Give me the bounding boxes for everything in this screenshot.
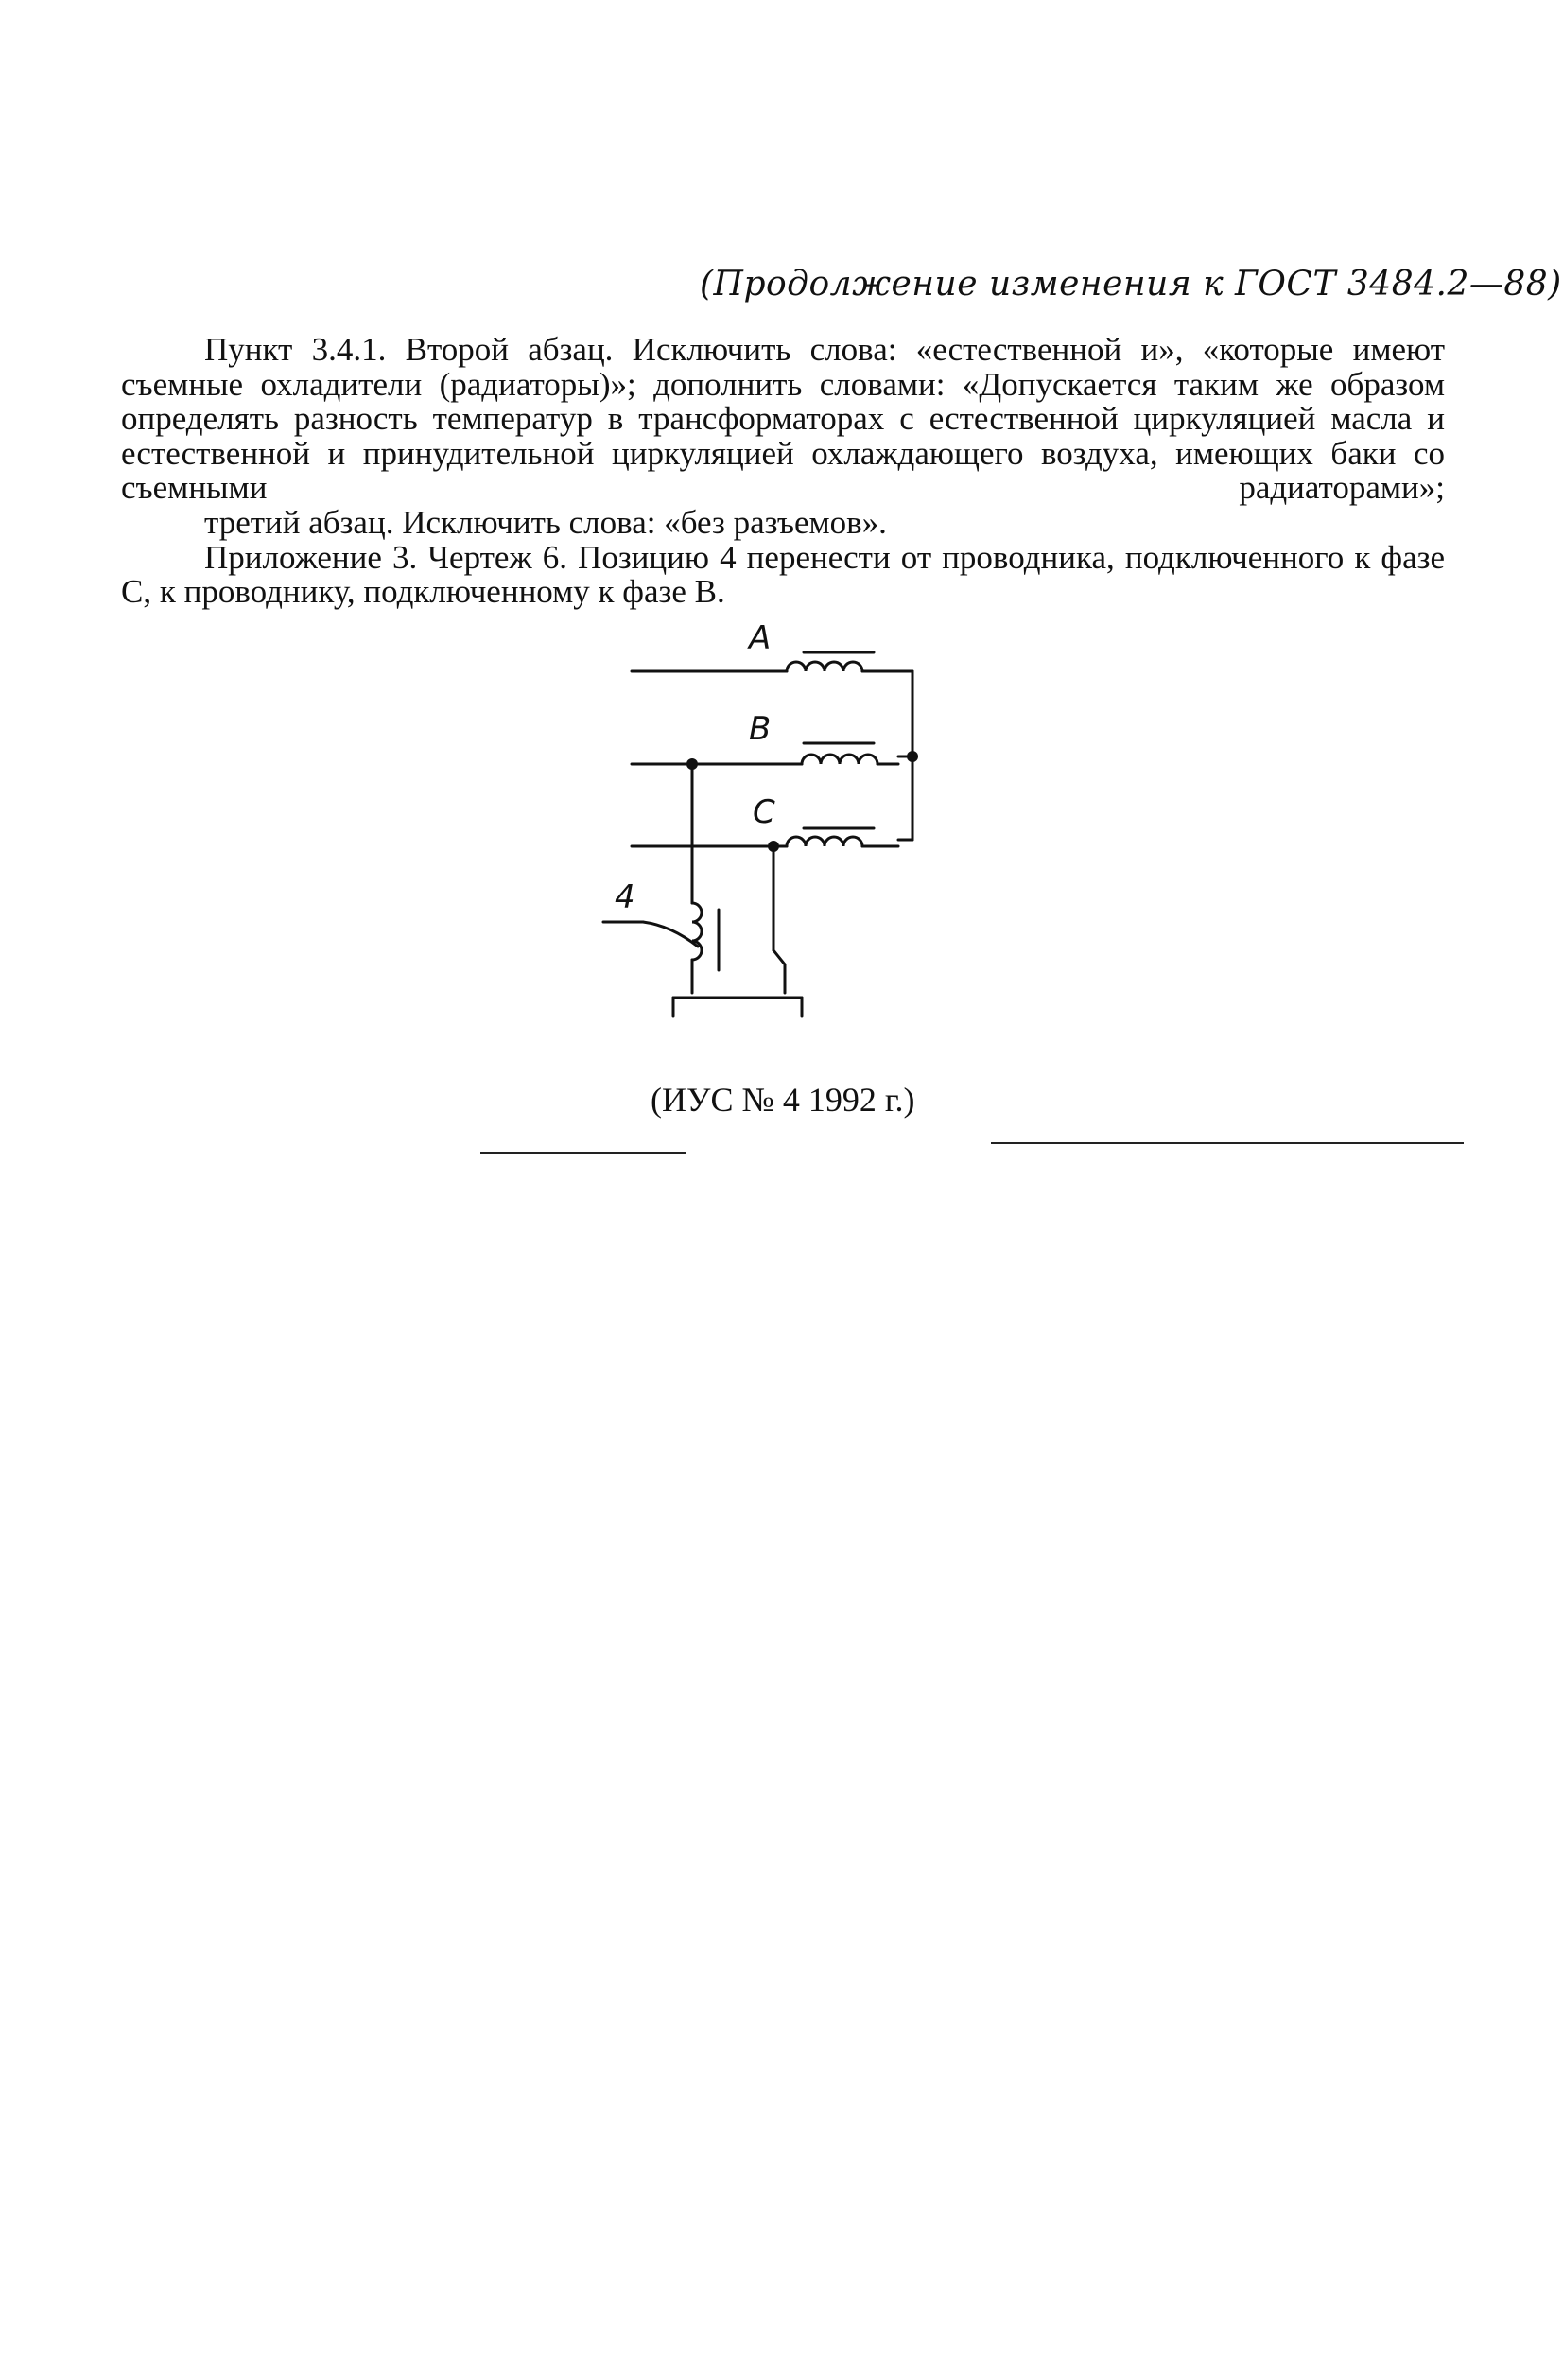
instrument-lead-c [773,846,785,993]
footer-rule-right [991,1142,1464,1144]
instrument-lead-b [692,764,719,993]
phase-label-a: A [749,619,772,657]
paragraph-clause-3-4-1: Пункт 3.4.1. Второй абзац. Исключить слова: «естественной и», «которые имеют съемные охладители (радиаторы)»; дополнить словами: «Допускается таким же образом определять разность температур в трансформаторах с естественной циркуляцией масла и естественной и принудительной циркуляцией охлаждающего воздуха, имеющих баки со съемными радиаторами»; [121,331,1445,507]
paragraph-third-subparagraph: третий абзац. Исключить слова: «без разъемов». [204,503,887,541]
junction-dot-c [768,841,779,852]
footer-rule-left [480,1152,686,1154]
phase-label-b: B [749,710,772,748]
source-citation: (ИУС № 4 1992 г.) [651,1081,915,1119]
paragraph-appendix-3: Приложение 3. Чертеж 6. Позицию 4 перенести от проводника, подключенного к фазе C, к проводнику, подключенному к фазе B. [121,538,1445,611]
continuation-header: (Продолжение изменения к ГОСТ 3484.2—88) [700,265,1562,304]
position-label-4: 4 [615,878,635,916]
phase-label-c: C [753,793,775,831]
junction-dot-neutral [907,751,918,762]
instrument-base [673,998,802,1016]
position-4-leader [603,922,698,947]
amendment-text [121,333,1445,610]
junction-dot-b [686,758,698,770]
circuit-diagram [586,615,1021,1059]
